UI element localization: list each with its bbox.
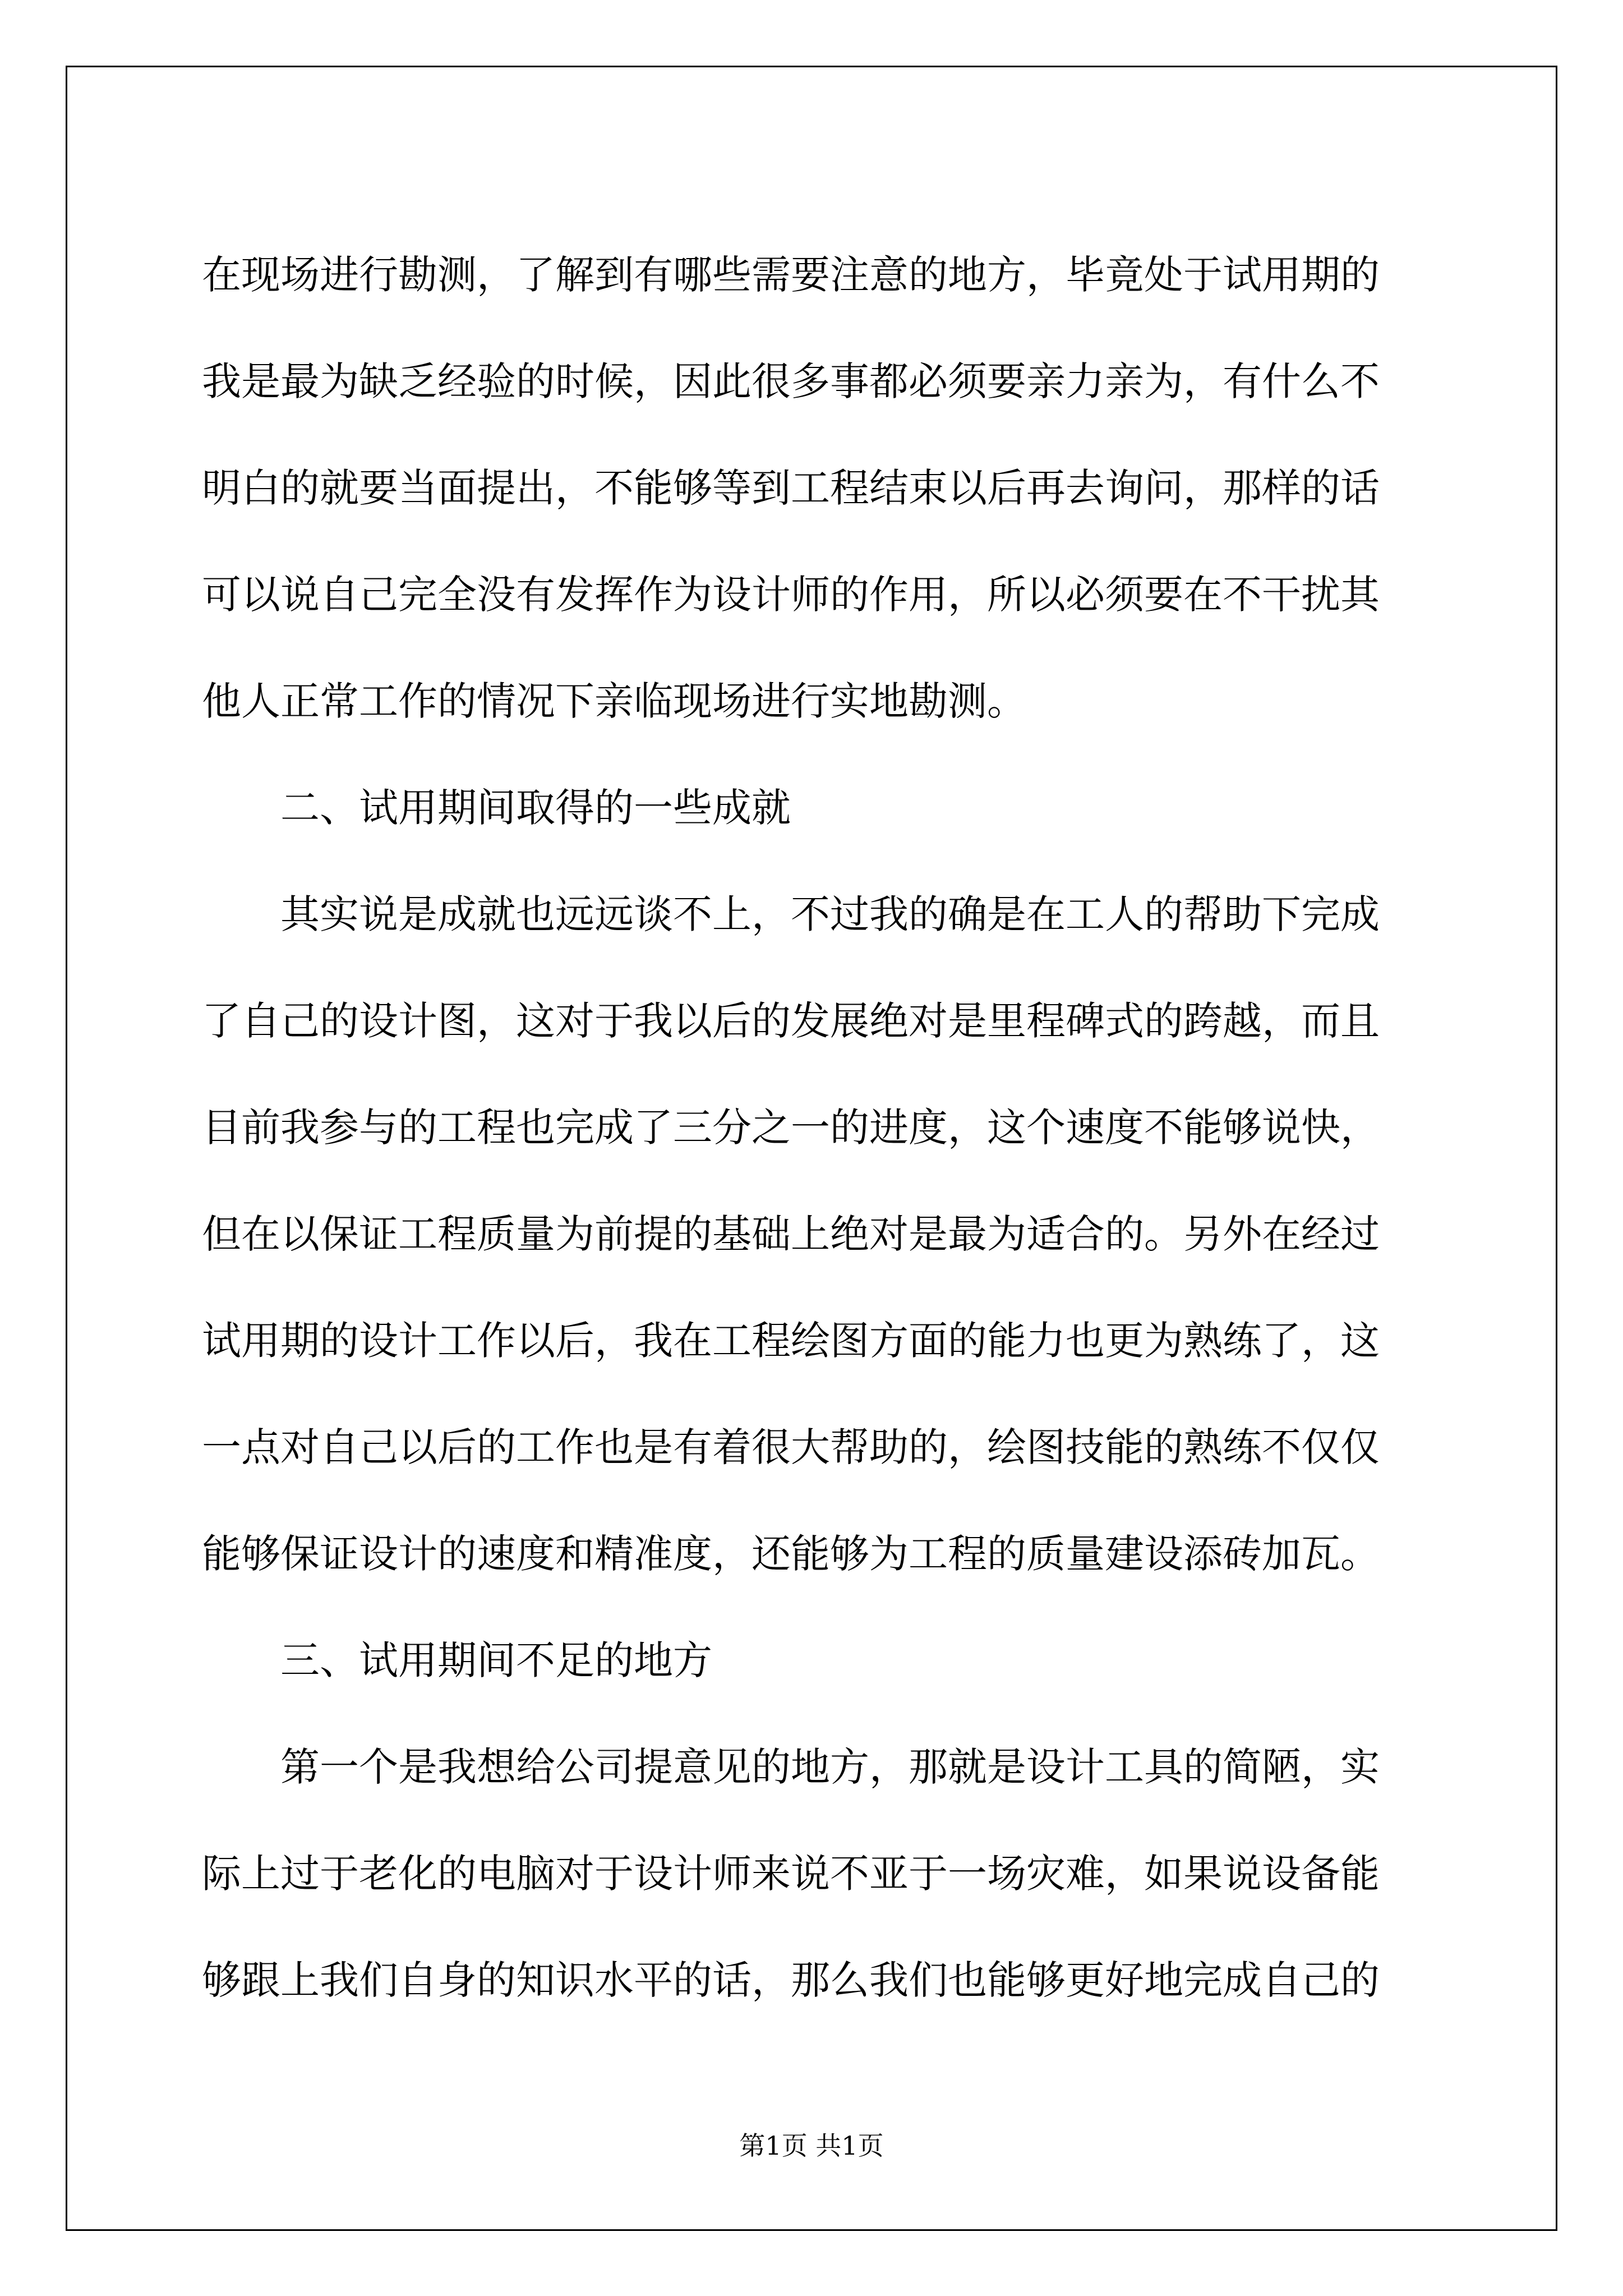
body-line: 目前我参与的工程也完成了三分之一的进度，这个速度不能够说快， <box>202 1105 1380 1151</box>
body-line: 明白的就要当面提出，不能够等到工程结束以后再去询问，那样的话 <box>202 465 1380 511</box>
body-line: 际上过于老化的电脑对于设计师来说不亚于一场灾难，如果说设备能 <box>202 1851 1380 1897</box>
section-heading: 三、试用期间不足的地方 <box>280 1637 712 1683</box>
body-line: 了自己的设计图，这对于我以后的发展绝对是里程碑式的跨越，而且 <box>202 998 1380 1044</box>
body-line: 他人正常工作的情况下亲临现场进行实地勘测。 <box>202 678 1026 724</box>
body-line: 可以说自己完全没有发挥作为设计师的作用，所以必须要在不干扰其 <box>202 572 1380 618</box>
body-line: 其实说是成就也远远谈不上，不过我的确是在工人的帮助下完成 <box>280 891 1380 937</box>
section-heading: 二、试用期间取得的一些成就 <box>280 785 791 831</box>
document-body <box>202 222 1430 2033</box>
body-line: 第一个是我想给公司提意见的地方，那就是设计工具的简陋，实 <box>280 1744 1380 1790</box>
body-line: 能够保证设计的速度和精准度，还能够为工程的质量建设添砖加瓦。 <box>202 1531 1380 1577</box>
body-line: 我是最为缺乏经验的时候，因此很多事都必须要亲力亲为，有什么不 <box>202 358 1380 404</box>
body-line: 在现场进行勘测，了解到有哪些需要注意的地方，毕竟处于试用期的 <box>202 252 1380 298</box>
page-footer: 第1页 共1页 <box>739 2131 884 2161</box>
body-line: 一点对自己以后的工作也是有着很大帮助的，绘图技能的熟练不仅仅 <box>202 1424 1380 1470</box>
body-line: 但在以保证工程质量为前提的基础上绝对是最为适合的。另外在经过 <box>202 1211 1380 1257</box>
body-line: 够跟上我们自身的知识水平的话，那么我们也能够更好地完成自己的 <box>202 1957 1380 2003</box>
body-line: 试用期的设计工作以后，我在工程绘图方面的能力也更为熟练了，这 <box>202 1318 1380 1364</box>
